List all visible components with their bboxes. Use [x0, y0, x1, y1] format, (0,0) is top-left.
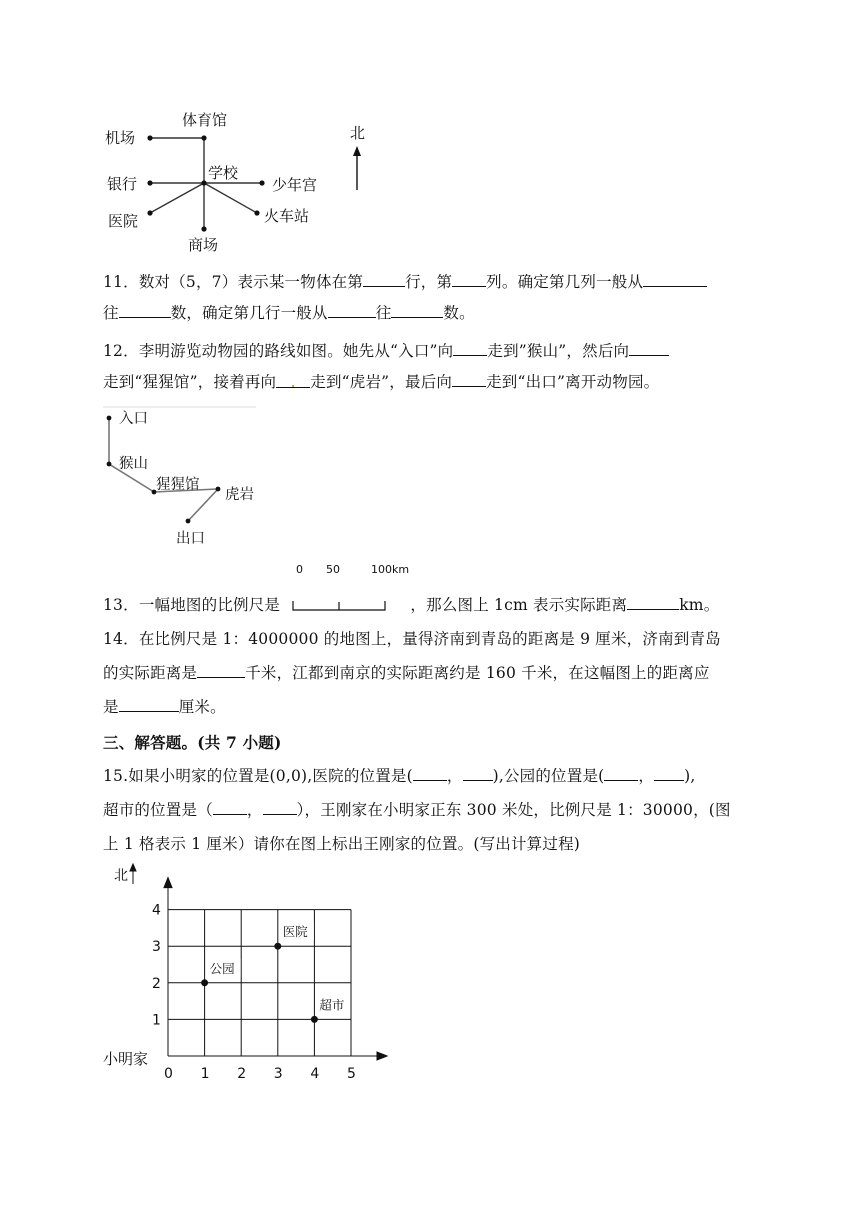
scale-bar [289, 597, 389, 613]
x-tick-label: 3 [273, 1066, 283, 1082]
scale-labels [290, 560, 420, 580]
x-tick-label: 2 [237, 1066, 247, 1082]
north-arrow-icon [353, 146, 361, 190]
label-huyan: 虎岩 [225, 487, 254, 503]
point-label: 公园 [209, 960, 235, 976]
x-tick-label: 0 [164, 1066, 173, 1082]
x-tick-label: 5 [347, 1066, 356, 1082]
y-tick-label: 1 [152, 1012, 161, 1029]
zoo-route-diagram [100, 402, 270, 550]
q12-line2: 走到“猩猩馆”，接着再向 . 走到“虎岩”，最后向 走到“出口”离开动物园。 [103, 373, 660, 391]
grid-north-arrowhead [130, 864, 136, 871]
label-yiyuan: 医院 [108, 212, 139, 230]
q12-line1: 12．李明游览动物园的路线如图。她先从“入口”向 走到”猴山”，然后向 [103, 339, 669, 361]
y-tick-label: 3 [152, 939, 161, 956]
x-tick-label: 1 [200, 1066, 210, 1082]
north-label: 北 [350, 124, 366, 142]
point-label: 超市 [319, 997, 345, 1013]
label-jichang: 机场 [105, 129, 136, 147]
q11-line1: 11．数对（5，7）表示某一物体在第 行，第 列。确定第几列一般从 [103, 270, 707, 292]
label-tiyuguan: 体育馆 [182, 111, 228, 129]
label-huochezhan: 火车站 [264, 207, 310, 225]
label-chukou: 出口 [176, 531, 205, 547]
grid-point [201, 979, 208, 986]
coordinate-grid [100, 860, 400, 1085]
label-shaoniangong: 少年宫 [272, 176, 318, 194]
label-xuexiao: 学校 [208, 164, 239, 182]
label-yinhang: 银行 [107, 175, 138, 193]
grid-point [274, 943, 281, 950]
q14-line1: 14．在比例尺是 1：4000000 的地图上，量得济南到青岛的距离是 9 厘米，济南到青岛 [103, 630, 721, 648]
y-axis-arrow-icon [164, 878, 172, 888]
point-label: 医院 [282, 924, 308, 940]
q13-line: 13．一幅地图的比例尺是 ，那么图上 1cm 表示实际距离 km。 [103, 596, 720, 614]
q14-line3: 是 厘米。 [103, 698, 226, 716]
label-xingxingguan: 猩猩馆 [156, 477, 200, 493]
scale-tick-50: 50 [326, 563, 340, 576]
direction-diagram [95, 100, 395, 260]
grid-point [311, 1016, 318, 1023]
y-tick-label: 4 [152, 902, 161, 919]
y-tick-label: 2 [152, 975, 161, 992]
label-shangchang: 商场 [188, 236, 219, 254]
q15-line1: 15.如果小明家的位置是(0,0),医院的位置是( ， ),公园的位置是( ， ), [103, 767, 696, 785]
label-houshan: 猴山 [119, 456, 148, 472]
scale-tick-0: 0 [296, 563, 303, 576]
grid-north-label: 北 [114, 868, 128, 884]
q15-line2: 超市的位置是（ ， ），王刚家在小明家正东 300 米处，比例尺是 1：30000，(图 [103, 801, 731, 819]
origin-label: 小明家 [103, 1050, 149, 1068]
label-rukou: 入口 [119, 411, 148, 427]
q14-line2: 的实际距离是 千米，江都到南京的实际距离约是 160 千米，在这幅图上的距离应 [103, 664, 710, 682]
scale-tick-100: 100km [371, 563, 410, 576]
q11-line2: 往 数，确定第几行一般从 往 数。 [103, 304, 475, 322]
x-axis-arrow-icon [377, 1052, 387, 1060]
section-title: 三、解答题。(共 7 小题) [103, 733, 282, 752]
x-tick-label: 4 [310, 1066, 320, 1082]
q15-line3: 上 1 格表示 1 厘米）请你在图上标出王刚家的位置。(写出计算过程) [103, 835, 581, 853]
